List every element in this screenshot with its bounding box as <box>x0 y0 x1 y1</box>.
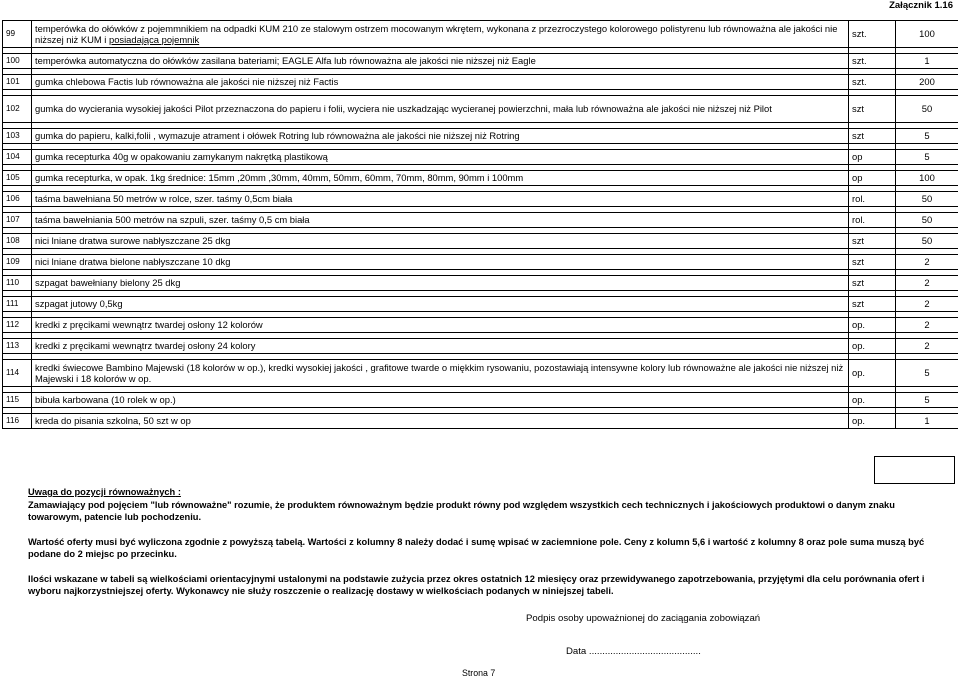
item-unit: szt <box>849 129 896 144</box>
item-number: 109 <box>3 255 32 270</box>
table-row <box>3 75 959 90</box>
item-quantity: 5 <box>896 150 959 165</box>
item-description: kredki z pręcikami wewnątrz twardej osłony 12 kolorów <box>32 318 849 333</box>
item-unit: op. <box>849 339 896 354</box>
table-row <box>3 192 959 207</box>
item-unit: rol. <box>849 213 896 228</box>
item-number: 115 <box>3 393 32 408</box>
notes-title: Uwaga do pozycji równoważnych : <box>28 487 181 497</box>
table-row <box>3 54 959 69</box>
item-quantity: 50 <box>896 96 959 123</box>
item-unit: szt <box>849 297 896 312</box>
item-unit: szt <box>849 276 896 291</box>
item-number: 108 <box>3 234 32 249</box>
item-quantity: 2 <box>896 276 959 291</box>
table-row <box>3 129 959 144</box>
signature-label: Podpis osoby upoważnionej do zaciągania zobowiązań <box>526 613 761 624</box>
item-description: gumka do papieru, kalki,folii , wymazuje atrament i ołówek Rotring lub równoważna ale jakości nie niższej niż Rotring <box>32 129 849 144</box>
item-quantity: 2 <box>896 318 959 333</box>
item-unit: szt. <box>849 75 896 90</box>
table-row <box>3 360 959 387</box>
item-quantity: 2 <box>896 297 959 312</box>
item-unit: szt <box>849 255 896 270</box>
item-unit: szt. <box>849 54 896 69</box>
item-number: 103 <box>3 129 32 144</box>
table-row <box>3 393 959 408</box>
table-row <box>3 276 959 291</box>
item-description: temperówka do ołówków z pojemmnikiem na odpadki KUM 210 ze stalowym ostrzem mocowanym wkrętem, wykonana z przezroczystego kolorowego polistyrenu lub równoważna ale jakości nie niższej niż KUM i posiadająca pojemnik <box>32 21 849 48</box>
table-row <box>3 318 959 333</box>
page-number: Strona 7 <box>462 668 496 678</box>
table-row <box>3 234 959 249</box>
table-row <box>3 96 959 123</box>
item-number: 113 <box>3 339 32 354</box>
table-row <box>3 171 959 186</box>
item-number: 110 <box>3 276 32 291</box>
item-unit: op. <box>849 360 896 387</box>
item-unit: szt <box>849 234 896 249</box>
item-description: gumka recepturka 40g w opakowaniu zamykanym nakrętką plastikową <box>32 150 849 165</box>
item-number: 105 <box>3 171 32 186</box>
item-unit: szt <box>849 96 896 123</box>
item-description: taśma bawełniana 50 metrów w rolce, szer. taśmy 0,5cm biała <box>32 192 849 207</box>
item-number: 106 <box>3 192 32 207</box>
item-description: taśma bawełniania 500 metrów na szpuli, szer. taśmy 0,5 cm biała <box>32 213 849 228</box>
item-number: 112 <box>3 318 32 333</box>
item-quantity: 50 <box>896 234 959 249</box>
table-row <box>3 150 959 165</box>
item-quantity: 5 <box>896 393 959 408</box>
item-description: kredki z pręcikami wewnątrz twardej osłony 24 kolory <box>32 339 849 354</box>
item-number: 104 <box>3 150 32 165</box>
table-row <box>3 213 959 228</box>
item-quantity: 50 <box>896 213 959 228</box>
item-quantity: 100 <box>896 171 959 186</box>
item-unit: op <box>849 150 896 165</box>
item-number: 102 <box>3 96 32 123</box>
item-number: 111 <box>3 297 32 312</box>
item-number: 99 <box>3 21 32 48</box>
notes-equivalence-paragraph: Zamawiający pod pojęciem "lub równoważne" rozumie, że produktem równoważnym będzie produkt równy pod względem wszystkich cech technicznych i jakościowych produktowi o danym znaku towarowym, patencie lub pochodzeniu. <box>28 499 895 522</box>
item-number: 116 <box>3 414 32 429</box>
item-description: bibuła karbowana (10 rolek w op.) <box>32 393 849 408</box>
notes-value-paragraph: Wartość oferty musi być wyliczona zgodnie z powyższą tabelą. Wartości z kolumny 8 należy dodać i sumę wpisać w zaciemnione pole. Ceny z kolumn 5,6 i wartość z kolumny 8 oraz pole suma muszą być podane do 2 miejsc po przecinku. <box>28 536 925 559</box>
item-quantity: 50 <box>896 192 959 207</box>
item-unit: op. <box>849 393 896 408</box>
item-unit: op. <box>849 318 896 333</box>
item-number: 114 <box>3 360 32 387</box>
item-quantity: 5 <box>896 129 959 144</box>
table-row <box>3 255 959 270</box>
item-number: 107 <box>3 213 32 228</box>
table-row <box>3 414 959 429</box>
item-quantity: 200 <box>896 75 959 90</box>
table-row <box>3 21 959 48</box>
item-description: gumka recepturka, w opak. 1kg średnice: 15mm ,20mm ,30mm, 40mm, 50mm, 60mm, 70mm, 80mm, 90mm i 100mm <box>32 171 849 186</box>
item-quantity: 5 <box>896 360 959 387</box>
date-field: Data .......................................... <box>566 646 701 657</box>
item-description: nici lniane dratwa bielone nabłyszczane 10 dkg <box>32 255 849 270</box>
item-description: nici lniane dratwa surowe nabłyszczane 25 dkg <box>32 234 849 249</box>
item-unit: op <box>849 171 896 186</box>
item-description: szpagat bawełniany bielony 25 dkg <box>32 276 849 291</box>
item-unit: szt. <box>849 21 896 48</box>
attachment-label: Załącznik 1.16 <box>889 0 953 11</box>
item-description: szpagat jutowy 0,5kg <box>32 297 849 312</box>
items-table <box>2 20 958 429</box>
item-number: 100 <box>3 54 32 69</box>
item-quantity: 1 <box>896 54 959 69</box>
item-description: gumka do wycierania wysokiej jakości Pilot przeznaczona do papieru i folii, wyciera nie uszkadzając wycieranej powierzchni, mała lub równoważna ale jakości nie niższej niż Pilot <box>32 96 849 123</box>
table-row <box>3 339 959 354</box>
item-number: 101 <box>3 75 32 90</box>
item-description: temperówka automatyczna do ołówków zasilana bateriami; EAGLE Alfa lub równoważna ale jakości nie niższej niż Eagle <box>32 54 849 69</box>
item-quantity: 100 <box>896 21 959 48</box>
item-description: kreda do pisania szkolna, 50 szt w op <box>32 414 849 429</box>
item-quantity: 2 <box>896 255 959 270</box>
item-quantity: 2 <box>896 339 959 354</box>
item-quantity: 1 <box>896 414 959 429</box>
total-sum-box <box>874 456 955 484</box>
table-row <box>3 297 959 312</box>
item-unit: op. <box>849 414 896 429</box>
item-description: kredki świecowe Bambino Majewski (18 kolorów w op.), kredki wysokiej jakości , grafitowe twarde o miękkim rysowaniu, pozostawiają intensywne kolory lub równoważne ale jakości nie niższej niż Majewski i 18 kolorów w op. <box>32 360 849 387</box>
item-unit: rol. <box>849 192 896 207</box>
notes-section <box>28 486 938 610</box>
item-description: gumka chlebowa Factis lub równoważna ale jakości nie niższej niż Factis <box>32 75 849 90</box>
notes-quantities-paragraph: Ilości wskazane w tabeli są wielkościami orientacyjnymi ustalonymi na podstawie zużycia przez okres ostatnich 12 miesięcy oraz przewidywanego zapotrzebowania, przyjętymi dla celu porównania ofert i wyboru najkorzystniejszej oferty. Wykonawcy nie służy roszczenie o realizację dostawy w wielkościach podanych w niniejszej tabeli. <box>28 573 925 596</box>
